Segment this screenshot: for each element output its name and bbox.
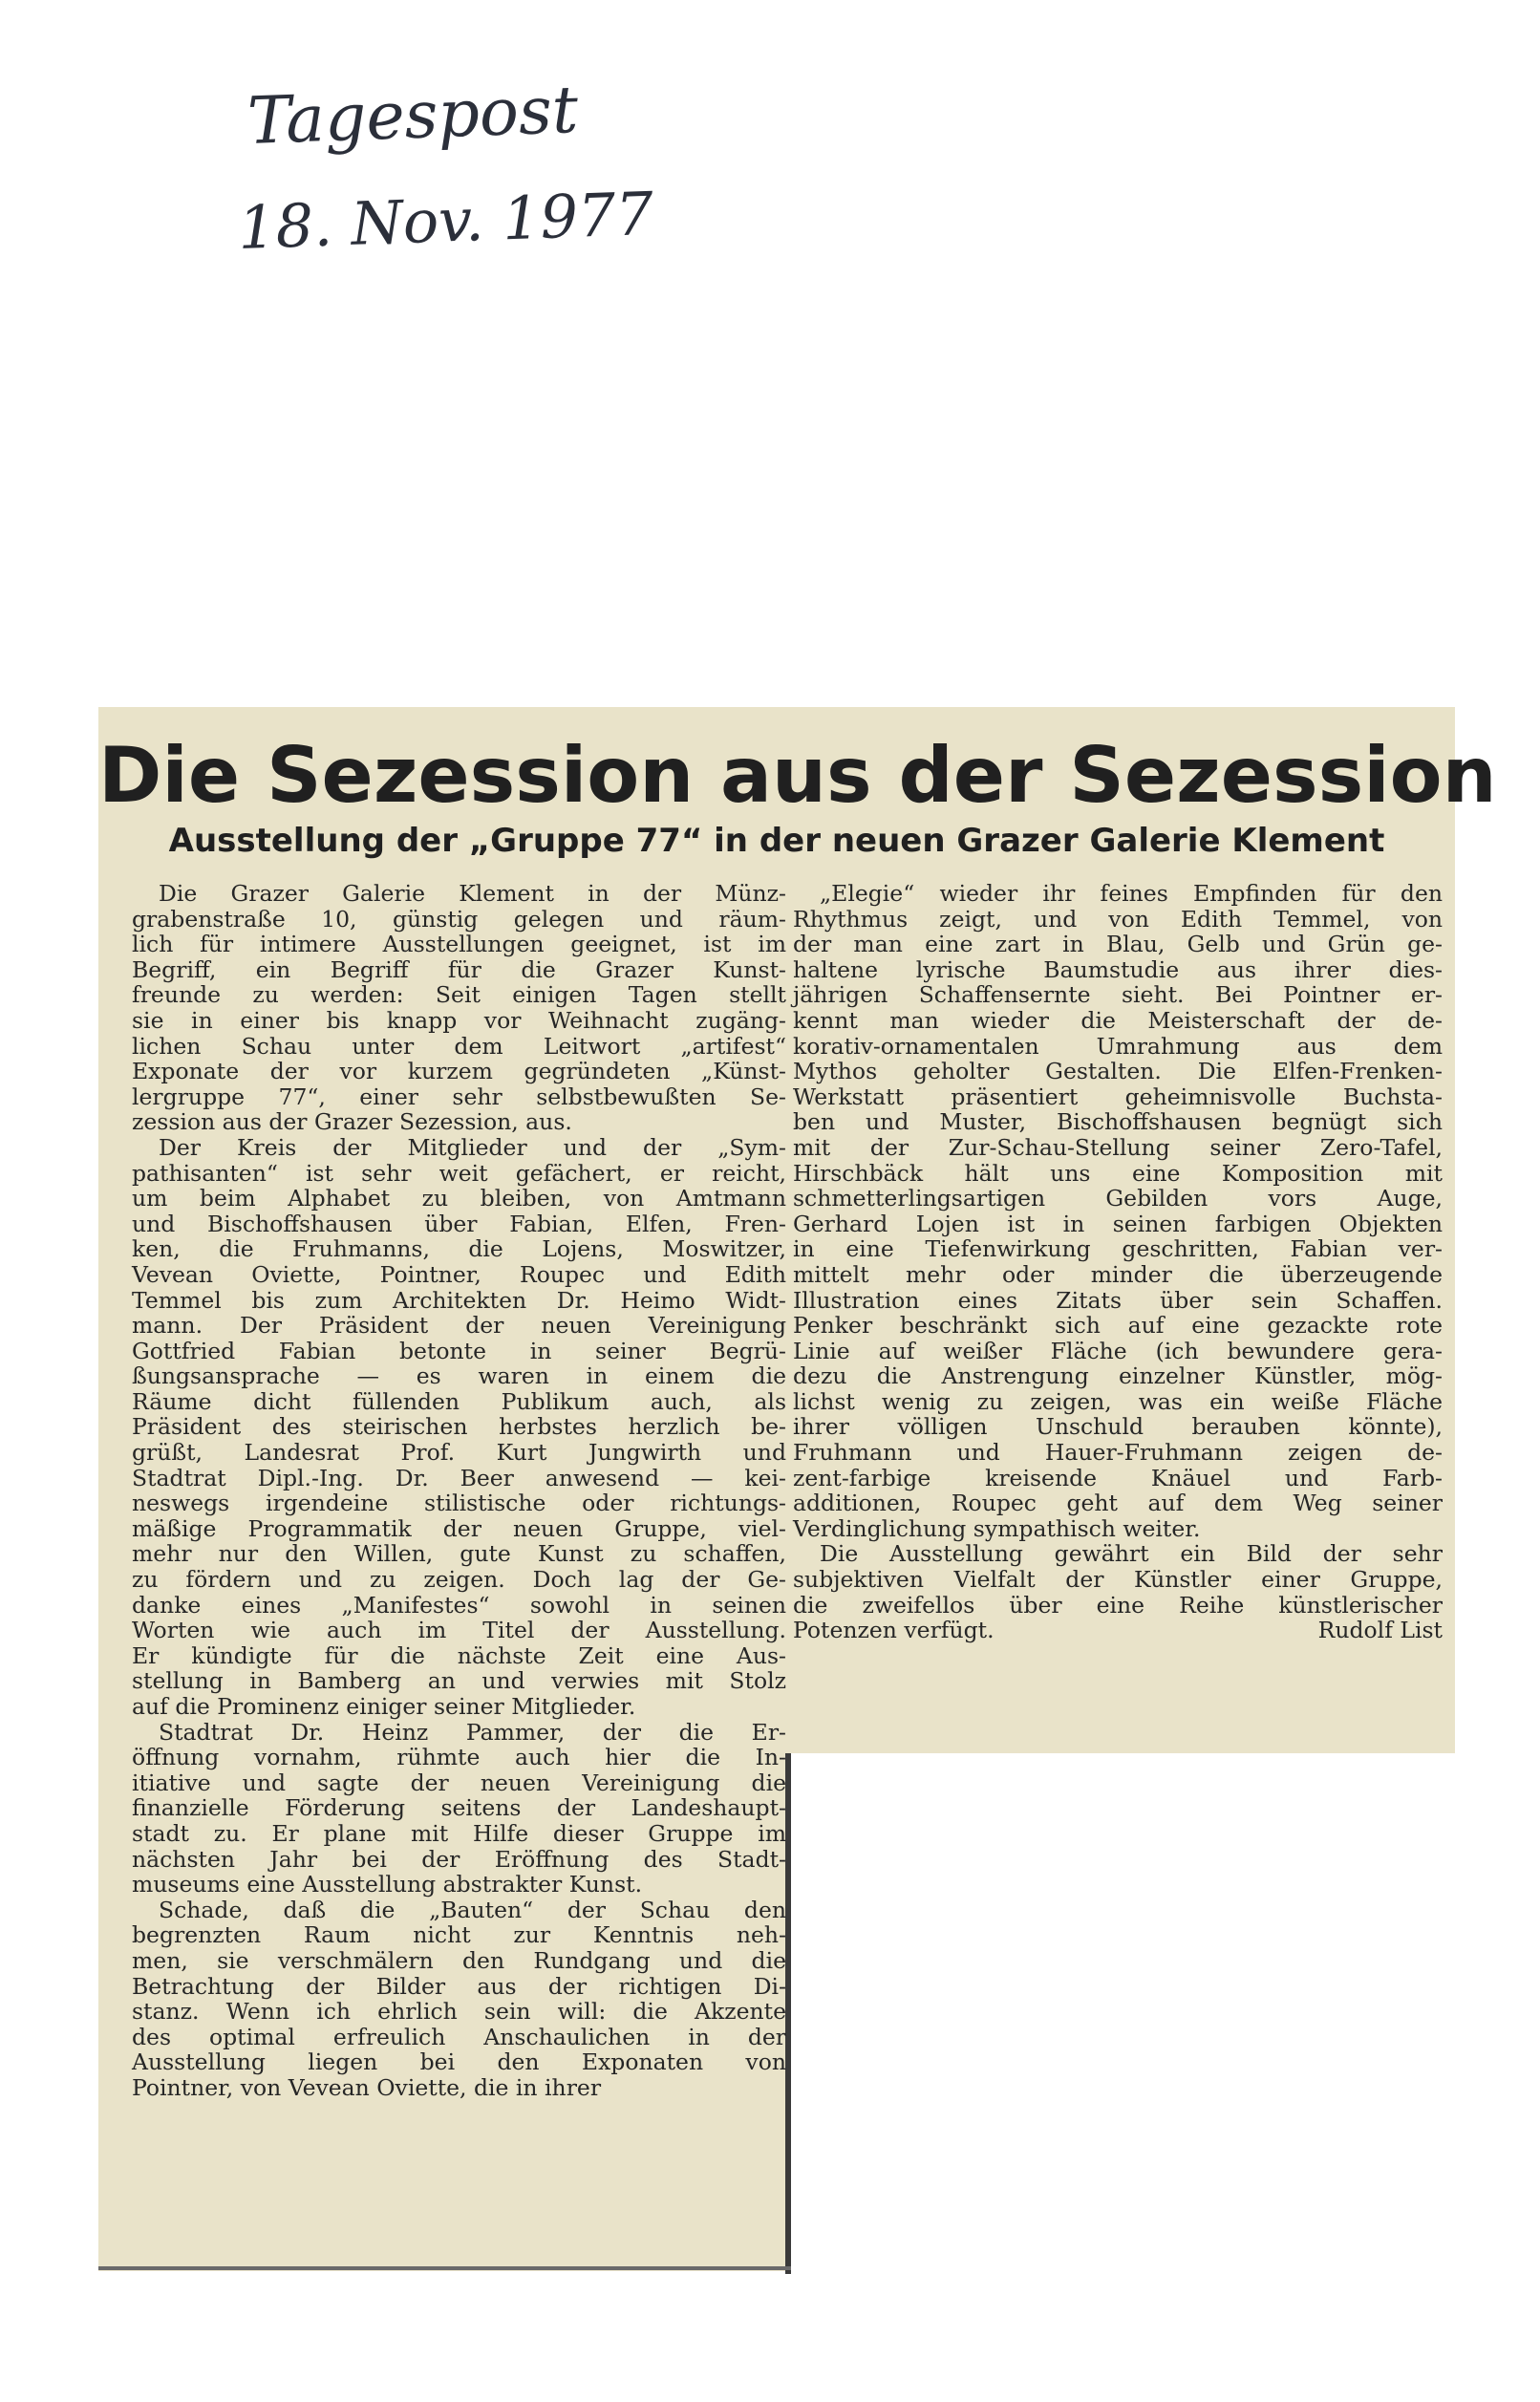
article-text-line: des optimal erfreulich Anschaulichen in der: [132, 2023, 786, 2050]
article-text-line: ken, die Fruhmanns, die Lojens, Moswitzer,: [132, 1235, 786, 1263]
article-text-line: Penker beschränkt sich auf eine gezackte rote: [793, 1312, 1443, 1340]
article-text-line: Mythos geholter Gestalten. Die Elfen-Frenken-: [793, 1058, 1443, 1085]
article-text-line: Ausstellung liegen bei den Exponaten von: [132, 2048, 786, 2076]
article-text-line: neswegs irgendeine stilistische oder richtungs-: [132, 1490, 786, 1517]
article-text-line: Räume dicht füllenden Publikum auch, als: [132, 1387, 786, 1415]
article-text-line: Betrachtung der Bilder aus der richtigen Di-: [132, 1972, 786, 2000]
article-text-line: grüßt, Landesrat Prof. Kurt Jungwirth und: [132, 1439, 786, 1467]
article-text-line: Gottfried Fabian betonte in seiner Begrü-: [132, 1337, 786, 1364]
article-text-line: museums eine Ausstellung abstrakter Kunst.: [132, 1871, 643, 1898]
handwritten-source-note: [236, 72, 774, 277]
article-headline: Die Sezession aus der Sezession: [98, 731, 1497, 820]
article-text-line: Fruhmann und Hauer-Fruhmann zeigen de-: [793, 1439, 1443, 1467]
article-text-line: begrenzten Raum nicht zur Kenntnis neh-: [132, 1921, 786, 1949]
article-text-line: subjektiven Vielfalt der Künstler einer Gruppe,: [793, 1566, 1443, 1594]
article-text-line: finanzielle Förderung seitens der Landeshaupt-: [132, 1794, 786, 1822]
article-text-line: Pointner, von Vevean Oviette, die in ihrer: [132, 2073, 602, 2101]
article-text-line: [793, 1618, 1443, 1643]
article-text-line: stellung in Bamberg an und verwies mit Stolz: [132, 1667, 786, 1695]
article-text-line: sie in einer bis knapp vor Weihnacht zugäng-: [132, 1006, 786, 1034]
article-text-line: „Elegie“ wieder ihr feines Empfinden für den: [820, 880, 1443, 907]
article-text-line: der man eine zart in Blau, Gelb und Grün ge-: [793, 931, 1443, 958]
article-text-line: ßungsansprache — es waren in einem die: [132, 1362, 786, 1390]
article-text-line: Illustration eines Zitats über sein Schaffen.: [793, 1286, 1443, 1314]
article-text-line: öffnung vornahm, rühmte auch hier die In-: [132, 1744, 786, 1771]
article-text-line: mann. Der Präsident der neuen Vereinigung: [132, 1312, 786, 1340]
article-text-line: zu fördern und zu zeigen. Doch lag der Ge-: [132, 1566, 786, 1594]
handwritten-note-line2: 18. Nov. 1977: [236, 178, 655, 263]
article-text-line: Schade, daß die „Bauten“ der Schau den: [159, 1896, 786, 1923]
article-text-line: itiative und sagte der neuen Vereinigung die: [132, 1769, 786, 1796]
article-text-line: additionen, Roupec geht auf dem Weg seiner: [793, 1490, 1443, 1517]
article-text-line: Die Ausstellung gewährt ein Bild der sehr: [820, 1540, 1443, 1568]
article-text-line: Er kündigte für die nächste Zeit eine Aus-: [132, 1641, 786, 1669]
article-right-column: [793, 881, 1443, 1643]
article-left-column: [132, 881, 786, 2101]
article-text-line: freunde zu werden: Seit einigen Tagen stellt: [132, 981, 786, 1009]
article-text-line: danke eines „Manifestes“ sowohl in seinen: [132, 1591, 786, 1619]
article-text-line: die zweifellos über eine Reihe künstlerischer: [793, 1591, 1443, 1619]
handwriting-graphic: [236, 72, 774, 277]
article-text-line: Linie auf weißer Fläche (ich bewundere gera-: [793, 1337, 1443, 1364]
article-text-line: Vevean Oviette, Pointner, Roupec und Edith: [132, 1260, 786, 1288]
article-text-line: Verdinglichung sympathisch weiter.: [793, 1514, 1201, 1542]
article-text-line: grabenstraße 10, günstig gelegen und räum-: [132, 905, 786, 933]
article-text-line: stadt zu. Er plane mit Hilfe dieser Gruppe im: [132, 1819, 786, 1847]
article-subheadline: Ausstellung der „Gruppe 77“ in der neuen Grazer Galerie Klement: [168, 822, 1385, 860]
article-text-line-end: Potenzen verfügt.: [793, 1617, 995, 1644]
article-text-line: ihrer völligen Unschuld berauben könnte),: [793, 1413, 1443, 1441]
article-text-line: mehr nur den Willen, gute Kunst zu schaffen,: [132, 1540, 786, 1568]
article-text-line: Gerhard Lojen ist in seinen farbigen Objekten: [793, 1210, 1443, 1237]
article-text-line: Werkstatt präsentiert geheimnisvolle Buchsta-: [793, 1083, 1443, 1110]
article-text-line: Stadtrat Dr. Heinz Pammer, der die Er-: [159, 1718, 786, 1746]
article-text-line: lichen Schau unter dem Leitwort „artifest“: [132, 1032, 786, 1060]
clipping-cut-edge-bottom: [98, 2266, 791, 2270]
article-text-line: men, sie verschmälern den Rundgang und die: [132, 1946, 786, 1974]
article-text-line: jährigen Schaffensernte sieht. Bei Pointner er-: [793, 981, 1443, 1009]
article-text-line: lich für intimere Ausstellungen geeignet, ist im: [132, 931, 786, 958]
article-text-line: lergruppe 77“, einer sehr selbstbewußten Se-: [132, 1083, 786, 1110]
article-text-line: auf die Prominenz einiger seiner Mitglieder.: [132, 1693, 636, 1720]
article-text-line: nächsten Jahr bei der Eröffnung des Stadt-: [132, 1845, 786, 1873]
article-text-line: mittelt mehr oder minder die überzeugende: [793, 1260, 1443, 1288]
article-text-line: Die Grazer Galerie Klement in der Münz-: [159, 880, 786, 907]
article-text-line: um beim Alphabet zu bleiben, von Amtmann: [132, 1185, 786, 1212]
article-text-line: mäßige Programmatik der neuen Gruppe, viel-: [132, 1514, 786, 1542]
article-text-line: Begriff, ein Begriff für die Grazer Kunst-: [132, 955, 786, 983]
article-text-line: mit der Zur-Schau-Stellung seiner Zero-Tafel,: [793, 1133, 1443, 1161]
article-text-line: zession aus der Grazer Sezession, aus.: [132, 1108, 572, 1136]
article-text-line: Präsident des steirischen herbstes herzlich be-: [132, 1413, 786, 1441]
article-text-line: pathisanten“ ist sehr weit gefächert, er reicht,: [132, 1159, 786, 1187]
article-text-line: in eine Tiefenwirkung geschritten, Fabian ver-: [793, 1235, 1443, 1263]
article-text-line: und Bischoffshausen über Fabian, Elfen, Fren-: [132, 1210, 786, 1237]
article-text-line: schmetterlingsartigen Gebilden vors Auge,: [793, 1185, 1443, 1212]
article-text-line: kennt man wieder die Meisterschaft der de-: [793, 1006, 1443, 1034]
article-text-line: Exponate der vor kurzem gegründeten „Künst-: [132, 1058, 786, 1085]
article-text-line: stanz. Wenn ich ehrlich sein will: die Akzente: [132, 1998, 786, 2026]
article-text-line: dezu die Anstrengung einzelner Künstler, mög-: [793, 1362, 1443, 1390]
article-author: Rudolf List: [1317, 1617, 1443, 1644]
article-text-line: lichst wenig zu zeigen, was ein weiße Fläche: [793, 1387, 1443, 1415]
handwritten-note-line1: Tagespost: [246, 72, 580, 160]
article-text-line: korativ-ornamentalen Umrahmung aus dem: [793, 1032, 1443, 1060]
article-text-line: zent-farbige kreisende Knäuel und Farb-: [793, 1464, 1443, 1491]
article-text-line: Der Kreis der Mitglieder und der „Sym-: [159, 1133, 786, 1161]
article-text-line: Stadtrat Dipl.-Ing. Dr. Beer anwesend — kei-: [132, 1464, 786, 1491]
article-text-line: Rhythmus zeigt, und von Edith Temmel, von: [793, 905, 1443, 933]
article-text-line: ben und Muster, Bischoffshausen begnügt sich: [793, 1108, 1443, 1136]
article-text-line: haltene lyrische Baumstudie aus ihrer dies-: [793, 955, 1443, 983]
article-text-line: Temmel bis zum Architekten Dr. Heimo Widt-: [132, 1286, 786, 1314]
article-text-line: Hirschbäck hält uns eine Komposition mit: [793, 1159, 1443, 1187]
article-text-line: Worten wie auch im Titel der Ausstellung.: [132, 1617, 786, 1644]
